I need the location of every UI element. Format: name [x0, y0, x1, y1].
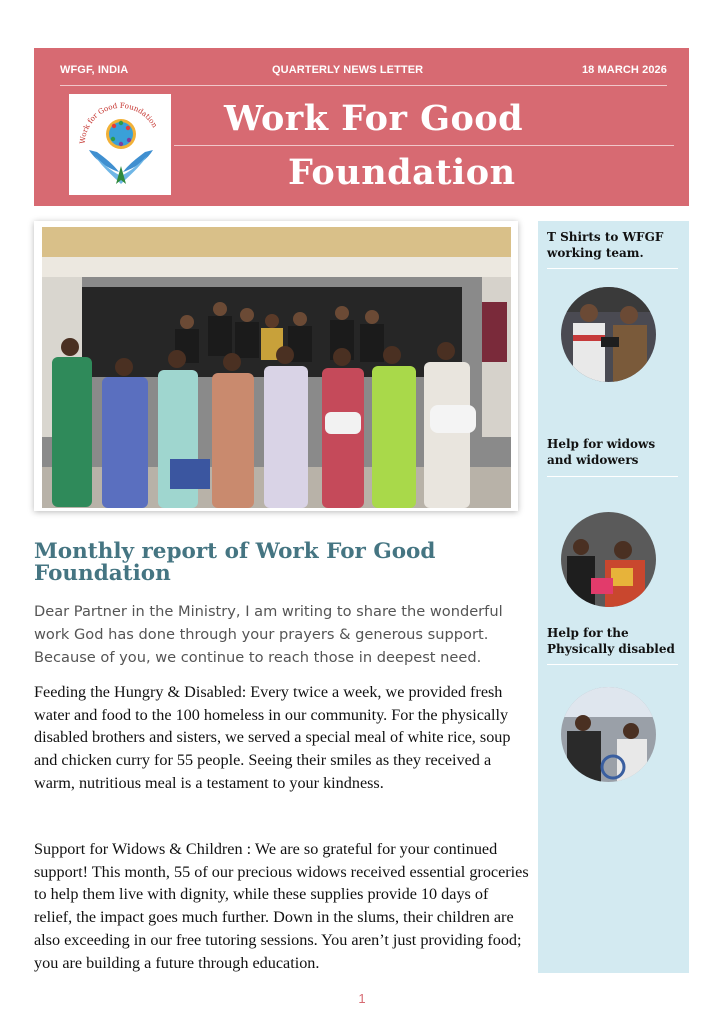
sidebar-rule [547, 268, 678, 269]
group-photo-frame [34, 221, 518, 511]
newsletter-type-label: QUARTERLY NEWS LETTER [272, 64, 424, 76]
masthead-title-line2: Foundation [288, 152, 516, 193]
sidebar-heading-widows: Help for widows and widowers [547, 437, 656, 467]
sidebar-photo-tshirts [561, 287, 656, 382]
sidebar-rule [547, 664, 678, 665]
sidebar-highlights [538, 221, 689, 973]
report-title: Monthly report of Work For Good Foundation [34, 539, 436, 586]
header-topline [60, 64, 667, 78]
sidebar-rule [547, 476, 678, 477]
masthead-title-line1: Work For Good [224, 98, 524, 139]
sidebar-photo-disabled [561, 687, 656, 782]
newsletter-header [34, 48, 689, 206]
org-short-label: WFGF, INDIA [60, 64, 129, 76]
logo-arc-text: Work for Good Foundation [77, 100, 160, 145]
sidebar-heading-disabled: Help for the Physically disabled [547, 626, 675, 656]
sidebar-heading-tshirts: T Shirts to WFGF working team. [547, 230, 664, 260]
header-rule-top [60, 85, 667, 86]
intro-paragraph: Dear Partner in the Ministry, I am writing to share the wonderful work God has done through your prayers & generous support. Because of you, we continue to reach those in deepest need. [34, 603, 503, 666]
page-number: 1 [358, 991, 366, 1006]
header-rule-middle [174, 145, 674, 146]
issue-date: 18 MARCH 2026 [581, 64, 667, 76]
group-photo [42, 227, 511, 508]
foundation-logo [69, 94, 171, 195]
widows-children-paragraph: Support for Widows & Children : We are so grateful for your continued support! This month, 55 of our precious widows received essential groceries to help them live with dignity, while these supplies provide 10 days of relief, the impact goes much further. Down in the slums, their children are also exceeding in our free tutoring sessions. You aren’t just providing food; you are building a future through education. [34, 840, 529, 972]
sidebar-photo-widows [561, 512, 656, 607]
feeding-paragraph: Feeding the Hungry & Disabled: Every twice a week, we provided fresh water and food to the 100 homeless in our community. For the physically disabled brothers and sisters, we served a special meal of white rice, soup and chicken curry for 55 people. Seeing their smiles as they received a warm, nutritious meal is a testament to your kindness. [34, 683, 511, 792]
